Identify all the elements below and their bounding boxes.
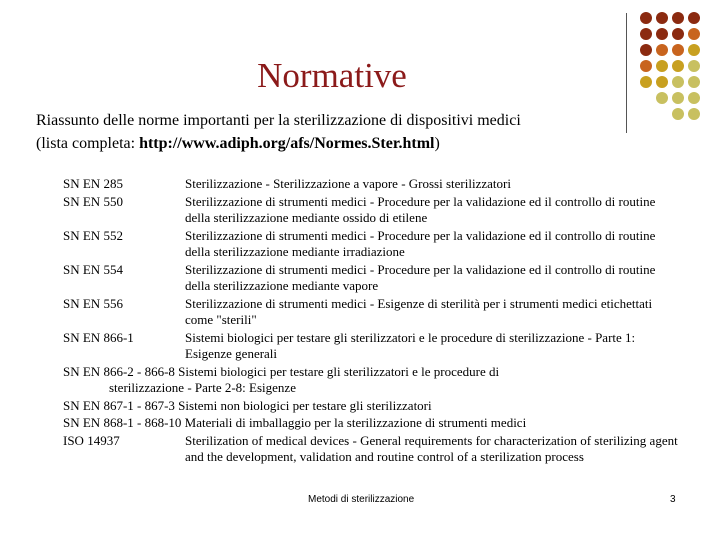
- standard-line: SN EN 868-1 - 868-10 Materiali di imballaggio per la sterilizzazione di strumenti medici: [63, 415, 527, 430]
- decor-dot: [640, 76, 652, 88]
- decor-dot: [672, 92, 684, 104]
- decor-dot: [656, 60, 668, 72]
- standard-row: [63, 228, 683, 261]
- decor-dot: [672, 28, 684, 40]
- page-number: 3: [670, 494, 676, 505]
- standard-row: [63, 364, 683, 397]
- standard-desc: Sterilization of medical devices - General requirements for characterization of sterilizing agent and the development, validation and routine control of a sterilization process: [185, 432, 678, 464]
- decor-dot: [656, 44, 668, 56]
- decor-dot: [672, 12, 684, 24]
- decor-dot: [672, 44, 684, 56]
- decor-dot: [640, 12, 652, 24]
- standard-row: [63, 176, 683, 193]
- decor-dot: [688, 12, 700, 24]
- decor-dot: [656, 76, 668, 88]
- footer-text: Metodi di sterilizzazione: [308, 494, 415, 505]
- standard-row: [63, 330, 683, 363]
- decor-dot: [688, 92, 700, 104]
- standard-row: [63, 415, 683, 432]
- decor-dot: [688, 28, 700, 40]
- decor-dot: [688, 44, 700, 56]
- standard-line: SN EN 867-1 - 867-3 Sistemi non biologici per testare gli sterilizzatori: [63, 397, 432, 413]
- standard-row: [63, 398, 683, 415]
- standard-code: SN EN 550: [63, 193, 123, 209]
- standard-row: [63, 194, 683, 227]
- standard-row: [63, 296, 683, 329]
- standard-code: SN EN 866-1: [63, 329, 134, 345]
- standard-desc: Sterilizzazione di strumenti medici - Procedure per la validazione ed il controllo di routine della sterilizzazione mediante ossido di etilene: [185, 193, 656, 225]
- standard-code: SN EN 552: [63, 227, 123, 243]
- decor-dot: [688, 76, 700, 88]
- standard-row: [63, 262, 683, 295]
- standard-desc: Sterilizzazione di strumenti medici - Procedure per la validazione ed il controllo di routine della sterilizzazione mediante vapore: [185, 261, 656, 293]
- standards-list: [63, 176, 683, 467]
- decor-dot: [688, 60, 700, 72]
- standard-desc: Sterilizzazione di strumenti medici - Procedure per la validazione ed il controllo di routine della sterilizzazione mediante irradiazione: [185, 227, 656, 259]
- decor-dot: [640, 60, 652, 72]
- standard-code: SN EN 554: [63, 261, 123, 277]
- subtitle-line-2: [36, 132, 626, 155]
- standard-code: SN EN 285: [63, 176, 123, 191]
- decor-dot: [672, 76, 684, 88]
- subtitle-prefix: (lista completa:: [36, 135, 140, 152]
- standards-link[interactable]: http://www.adiph.org/afs/Normes.Ster.html: [139, 135, 435, 152]
- decor-dot: [656, 92, 668, 104]
- standard-desc: Sterilizzazione di strumenti medici - Esigenze di sterilità per i strumenti medici etichettati come "sterili": [185, 295, 653, 327]
- divider-line: [626, 13, 627, 133]
- standard-code: SN EN 556: [63, 295, 123, 311]
- decor-dot: [672, 60, 684, 72]
- standard-row: [63, 433, 683, 466]
- standard-line: SN EN 866-2 - 866-8 Sistemi biologici per testare gli sterilizzatori e le procedure di: [63, 363, 500, 379]
- slide-subtitle: [36, 109, 626, 155]
- decor-dot: [656, 12, 668, 24]
- decor-dot: [688, 108, 700, 120]
- standard-code: ISO 14937: [63, 432, 120, 448]
- standard-desc: Sterilizzazione - Sterilizzazione a vapore - Grossi sterilizzatori: [185, 176, 511, 191]
- slide-title: Normative: [257, 56, 407, 95]
- decor-dot: [656, 28, 668, 40]
- subtitle-line-1: Riassunto delle norme importanti per la sterilizzazione di dispositivi medici: [36, 112, 521, 129]
- standard-desc: Sistemi biologici per testare gli sterilizzatori e le procedure di sterilizzazione - Parte 1: Esigenze generali: [185, 329, 636, 361]
- standard-line-cont: sterilizzazione - Parte 2-8: Esigenze: [109, 380, 296, 395]
- subtitle-suffix: ): [434, 135, 440, 152]
- decor-dot: [640, 28, 652, 40]
- decor-dot-grid: [640, 12, 720, 132]
- decor-dot: [672, 108, 684, 120]
- decor-dot: [640, 44, 652, 56]
